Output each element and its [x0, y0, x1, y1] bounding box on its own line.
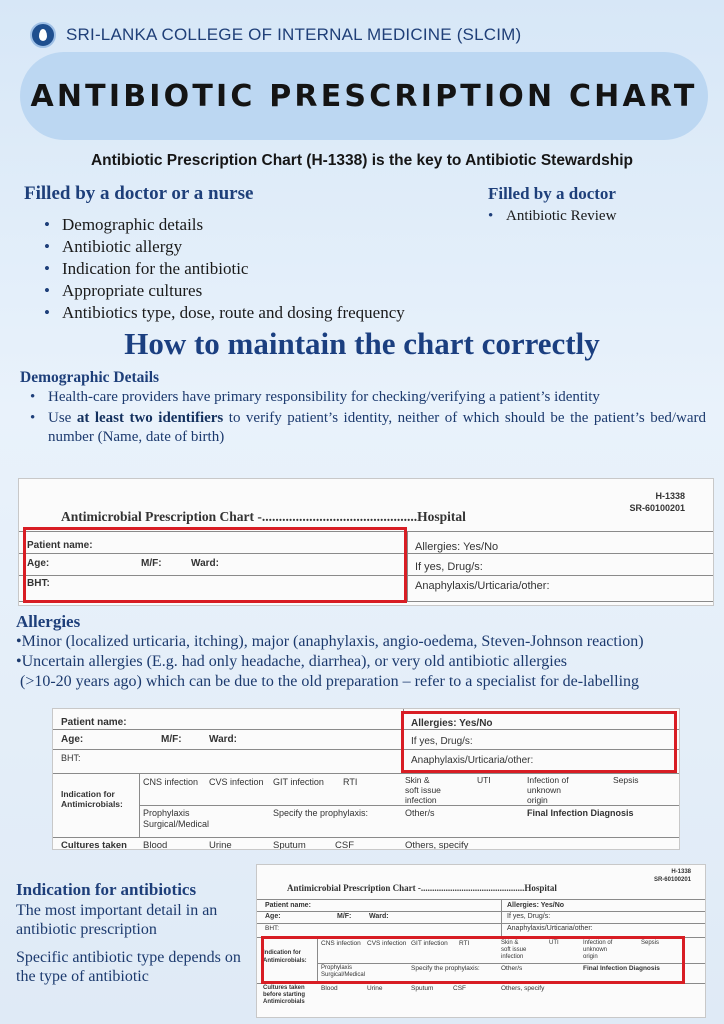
filled-by-doctor-heading: Filled by a doctor	[488, 184, 616, 203]
allergies-line: •Uncertain allergies (E.g. had only headache, diarrhea), or very old antibiotic allergies	[16, 653, 568, 670]
demographic-list	[30, 388, 706, 449]
rti-option: RTI	[343, 777, 358, 787]
howto-heading: How to maintain the chart correctly	[124, 326, 600, 361]
indication-text-1: The most important detail in an antibiotic prescription	[16, 902, 218, 938]
urine-option: Urine	[209, 840, 232, 850]
bht-field: BHT:	[265, 925, 280, 932]
form-code: H-1338	[671, 869, 691, 875]
patient-name-field: Patient name:	[265, 902, 311, 909]
bht-field: BHT:	[27, 578, 50, 589]
indication-heading: Indication for antibiotics	[16, 880, 197, 899]
skin-option: Skin & soft issue infection	[501, 940, 527, 960]
others-field: Other/s	[405, 808, 435, 818]
form-photo-demographic	[18, 478, 714, 606]
cultures-label: Cultures taken before starting Antimicrobials	[263, 985, 306, 1005]
page-subtitle: Antibiotic Prescription Chart (H-1338) is the key to Antibiotic Stewardship	[90, 152, 633, 169]
allergies-text	[16, 632, 716, 692]
mf-field: M/F:	[141, 558, 162, 569]
list-item: • Appropriate cultures	[44, 280, 405, 302]
age-field: Age:	[27, 558, 50, 569]
form-photo-indication	[256, 864, 706, 1018]
list-item: • Health-care providers have primary responsibility for checking/verifying a patient’s identity	[30, 388, 706, 407]
patient-name-field: Patient name:	[61, 717, 127, 728]
list-item: • Indication for the antibiotic	[44, 258, 405, 280]
others-field: Other/s	[501, 965, 523, 972]
urine-option: Urine	[367, 985, 383, 992]
list-item: • Demographic details	[44, 214, 405, 236]
demographic-heading: Demographic Details	[20, 369, 160, 386]
allergies-heading: Allergies	[16, 612, 81, 631]
allergies-field: Allergies: Yes/No	[507, 902, 565, 909]
filled-by-doctor-list	[488, 206, 616, 226]
indication-label: Indication for Antimicrobials:	[61, 789, 123, 809]
highlight-box	[261, 936, 685, 984]
specify-prophylaxis-field: Specify the prophylaxis:	[273, 808, 369, 818]
allergies-field: Allergies: Yes/No	[415, 541, 499, 553]
highlight-box	[401, 711, 677, 773]
if-yes-drugs-field: If yes, Drug/s:	[415, 561, 483, 573]
form-serial: SR-60100201	[629, 503, 685, 513]
form-photo-allergies	[52, 708, 680, 850]
list-item: • Antibiotic allergy	[44, 236, 405, 258]
rti-option: RTI	[459, 940, 470, 947]
patient-name-field: Patient name:	[27, 540, 93, 551]
cvs-option: CVS infection	[209, 777, 264, 787]
emphasis-text: at least two identifiers	[76, 410, 224, 426]
unknown-origin-option: Infection of unknown origin	[527, 775, 569, 805]
anaphylaxis-field: Anaphylaxis/Urticaria/other:	[411, 755, 534, 766]
age-field: Age:	[265, 913, 281, 920]
ward-field: Ward:	[369, 913, 389, 920]
list-item: • Use at least two identifiers to verify patient’s identity, neither of which should be the patient’s bed/ward number (Name, date of birth)	[30, 409, 706, 447]
indication-text-2: Specific antibiotic type depends on the type of antibiotic	[16, 949, 241, 985]
sepsis-option: Sepsis	[641, 940, 660, 946]
csf-option: CSF	[335, 840, 354, 850]
unknown-origin-option: Infection of unknown origin	[583, 940, 613, 960]
form-code: H-1338	[655, 491, 685, 501]
anaphylaxis-field: Anaphylaxis/Urticaria/other:	[415, 580, 550, 592]
cns-option: CNS infection	[321, 940, 361, 947]
org-name: SRI-LANKA COLLEGE OF INTERNAL MEDICINE (SLCIM)	[66, 25, 522, 44]
prophylaxis-option: Prophylaxis Surgical/Medical	[143, 808, 210, 829]
if-yes-drugs-field: If yes, Drug/s:	[507, 913, 551, 920]
filled-by-doctor-nurse-list	[44, 214, 405, 324]
git-option: GIT infection	[411, 940, 448, 947]
form-title: Antimicrobial Prescription Chart -..............................................Hospital	[287, 883, 557, 893]
sepsis-option: Sepsis	[613, 775, 639, 785]
highlight-box	[23, 527, 407, 603]
others-specify-field: Others, specify	[405, 840, 469, 850]
org-header	[30, 22, 521, 48]
allergies-line: •Minor (localized urticaria, itching), major (anaphylaxis, angio-oedema, Steven-Johnson reaction)	[16, 633, 644, 650]
bht-field: BHT:	[61, 753, 81, 763]
uti-option: UTI	[477, 775, 491, 785]
mf-field: M/F:	[337, 913, 352, 920]
title-banner	[20, 52, 708, 140]
cvs-option: CVS infection	[367, 940, 407, 947]
list-item: • Antibiotic Review	[488, 206, 616, 226]
git-option: GIT infection	[273, 777, 324, 787]
ward-field: Ward:	[191, 558, 219, 569]
prophylaxis-option: Prophylaxis Surgical/Medical	[321, 965, 366, 978]
cns-option: CNS infection	[143, 777, 199, 787]
blood-option: Blood	[321, 985, 338, 992]
form-title: Antimicrobial Prescription Chart -..............................................Hospital	[61, 509, 466, 524]
indication-label: Indication for Antimicrobials:	[263, 950, 307, 964]
others-specify-field: Others, specify	[501, 985, 545, 992]
uti-option: UTI	[549, 940, 559, 946]
form-serial: SR-60100201	[653, 877, 691, 883]
final-diagnosis-field: Final Infection Diagnosis	[583, 965, 660, 972]
allergies-field: Allergies: Yes/No	[411, 718, 493, 729]
mf-field: M/F:	[161, 734, 182, 745]
final-diagnosis-field: Final Infection Diagnosis	[527, 808, 634, 818]
list-item: • Antibiotics type, dose, route and dosing frequency	[44, 302, 405, 324]
age-field: Age:	[61, 734, 84, 745]
page-title: ANTIBIOTIC PRESCRIPTION CHART	[30, 78, 698, 114]
cultures-label: Cultures taken	[61, 840, 127, 850]
sputum-option: Sputum	[411, 985, 434, 992]
slcim-logo-icon	[30, 22, 56, 48]
blood-option: Blood	[143, 840, 168, 850]
ward-field: Ward:	[209, 734, 237, 745]
if-yes-drugs-field: If yes, Drug/s:	[411, 736, 473, 747]
specify-prophylaxis-field: Specify the prophylaxis:	[411, 965, 480, 972]
sputum-option: Sputum	[273, 840, 306, 850]
csf-option: CSF	[453, 985, 466, 992]
allergies-line: (>10-20 years ago) which can be due to the old preparation – refer to a specialist for de-labelling	[20, 673, 640, 690]
skin-option: Skin & soft issue infection	[405, 775, 441, 805]
filled-by-doctor-nurse-heading: Filled by a doctor or a nurse	[24, 183, 254, 204]
anaphylaxis-field: Anaphylaxis/Urticaria/other:	[507, 925, 593, 932]
